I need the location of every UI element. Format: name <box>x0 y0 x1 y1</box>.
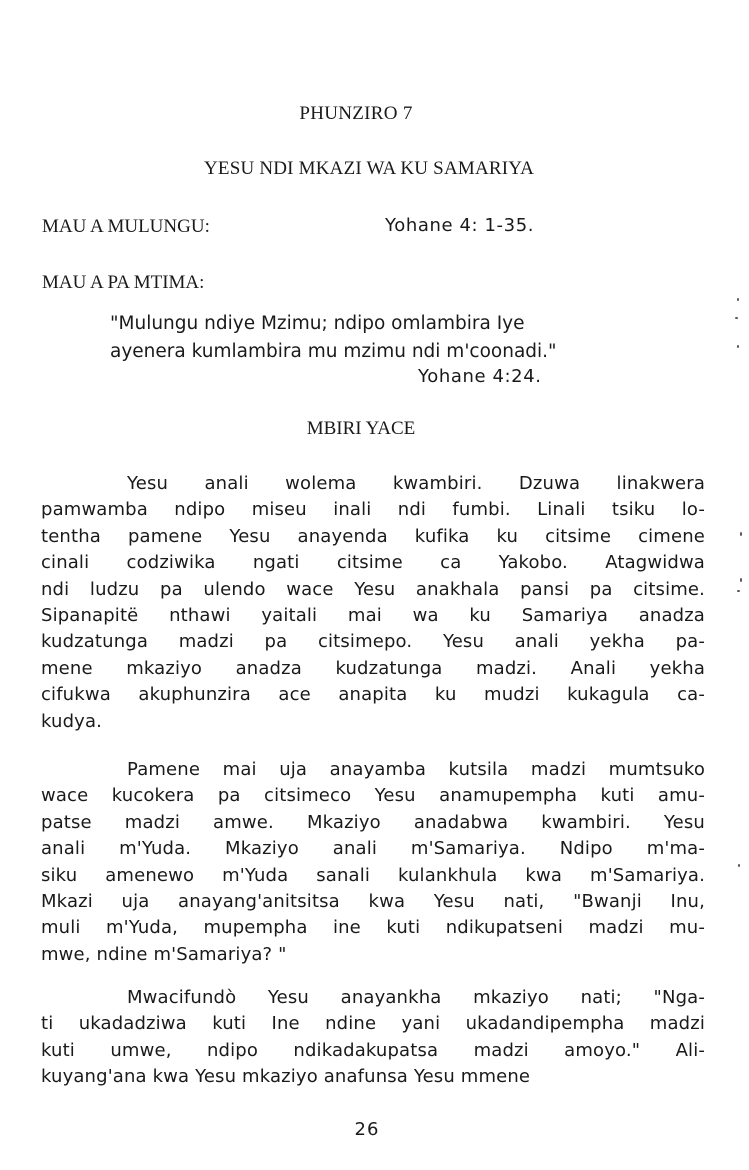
paragraph-line: kuyang'ana kwa Yesu mkaziyo anafunsa Yesu mmene <box>41 1066 531 1088</box>
scripture-reference: Yohane 4: 1-35. <box>385 215 535 236</box>
paragraph-line: cifukwa akuphunzira ace anapita ku mudzi kukagula ca- <box>41 684 705 706</box>
scripture-label: MAU A MULUNGU: <box>42 216 210 237</box>
paragraph-line: pamwamba ndipo miseu inali ndi fumbi. Linali tsiku lo- <box>41 499 705 521</box>
lesson-title: YESU NDI MKAZI WA KU SAMARIYA <box>203 158 535 179</box>
paragraph-line: Sipanapitë nthawi yaitali mai wa ku Samariya anadza <box>41 605 705 627</box>
paragraph-line: kudzatunga madzi pa citsimepo. Yesu anali yekha pa- <box>41 631 705 653</box>
story-paragraph <box>41 985 705 1091</box>
paragraph-line: Yesu anali wolema kwambiri. Dzuwa linakwera <box>127 473 705 494</box>
paragraph-line: anali m'Yuda. Mkaziyo anali m'Samariya. Ndipo m'ma- <box>41 838 705 860</box>
paragraph-line: muli m'Yuda, mupempha ine kuti ndikupatseni madzi mu- <box>41 917 705 939</box>
scan-speck <box>735 317 738 319</box>
story-paragraph <box>41 757 705 968</box>
paragraph-line: cinali codziwika ngati citsime ca Yakobo. Atagwidwa <box>41 552 705 574</box>
memory-verse-label: MAU A PA MTIMA: <box>42 272 205 293</box>
paragraph-line: mwe, ndine m'Samariya? " <box>41 943 287 965</box>
scan-speck <box>737 298 739 301</box>
section-heading: MBIRI YACE <box>306 418 416 439</box>
scan-speck <box>740 578 742 582</box>
scan-speck <box>738 864 740 867</box>
paragraph-line: Pamene mai uja anayamba kutsila madzi mumtsuko <box>127 759 705 780</box>
scan-speck <box>740 532 742 536</box>
chapter-heading: PHUNZIRO 7 <box>299 103 413 124</box>
paragraph-line: Mwacifundò Yesu anayankha mkaziyo nati; "Nga- <box>127 987 705 1008</box>
paragraph-line: siku amenewo m'Yuda sanali kulankhula kwa m'Samariya. <box>41 864 705 886</box>
memory-verse-line: "Mulungu ndiye Mzimu; ndipo omlambira Iye <box>110 313 525 334</box>
memory-verse-line: ayenera kumlambira mu mzimu ndi m'coonadi." <box>110 341 557 362</box>
paragraph-line: kudya. <box>41 710 103 732</box>
scan-speck <box>737 590 740 592</box>
page-number: 26 <box>354 1119 380 1140</box>
paragraph-line: Mkazi uja anayang'anitsitsa kwa Yesu nati, "Bwanji Inu, <box>41 891 705 913</box>
paragraph-line: ndi ludzu pa ulendo wace Yesu anakhala pansi pa citsime. <box>41 578 705 600</box>
paragraph-line: mene mkaziyo anadza kudzatunga madzi. Anali yekha <box>41 657 705 679</box>
paragraph-line: kuti umwe, ndipo ndikadakupatsa madzi amoyo." Ali- <box>41 1039 705 1061</box>
scan-speck <box>737 345 739 348</box>
story-paragraph <box>41 471 705 735</box>
paragraph-line: patse madzi amwe. Mkaziyo anadabwa kwambiri. Yesu <box>41 811 705 833</box>
memory-verse <box>110 310 557 366</box>
memory-verse-reference: Yohane 4:24. <box>418 366 542 387</box>
paragraph-line: tentha pamene Yesu anayenda kufika ku citsime cimene <box>41 525 705 547</box>
paragraph-line: wace kucokera pa citsimeco Yesu anamupempha kuti amu- <box>41 785 705 807</box>
paragraph-line: ti ukadadziwa kuti Ine ndine yani ukadandipempha madzi <box>41 1013 705 1035</box>
